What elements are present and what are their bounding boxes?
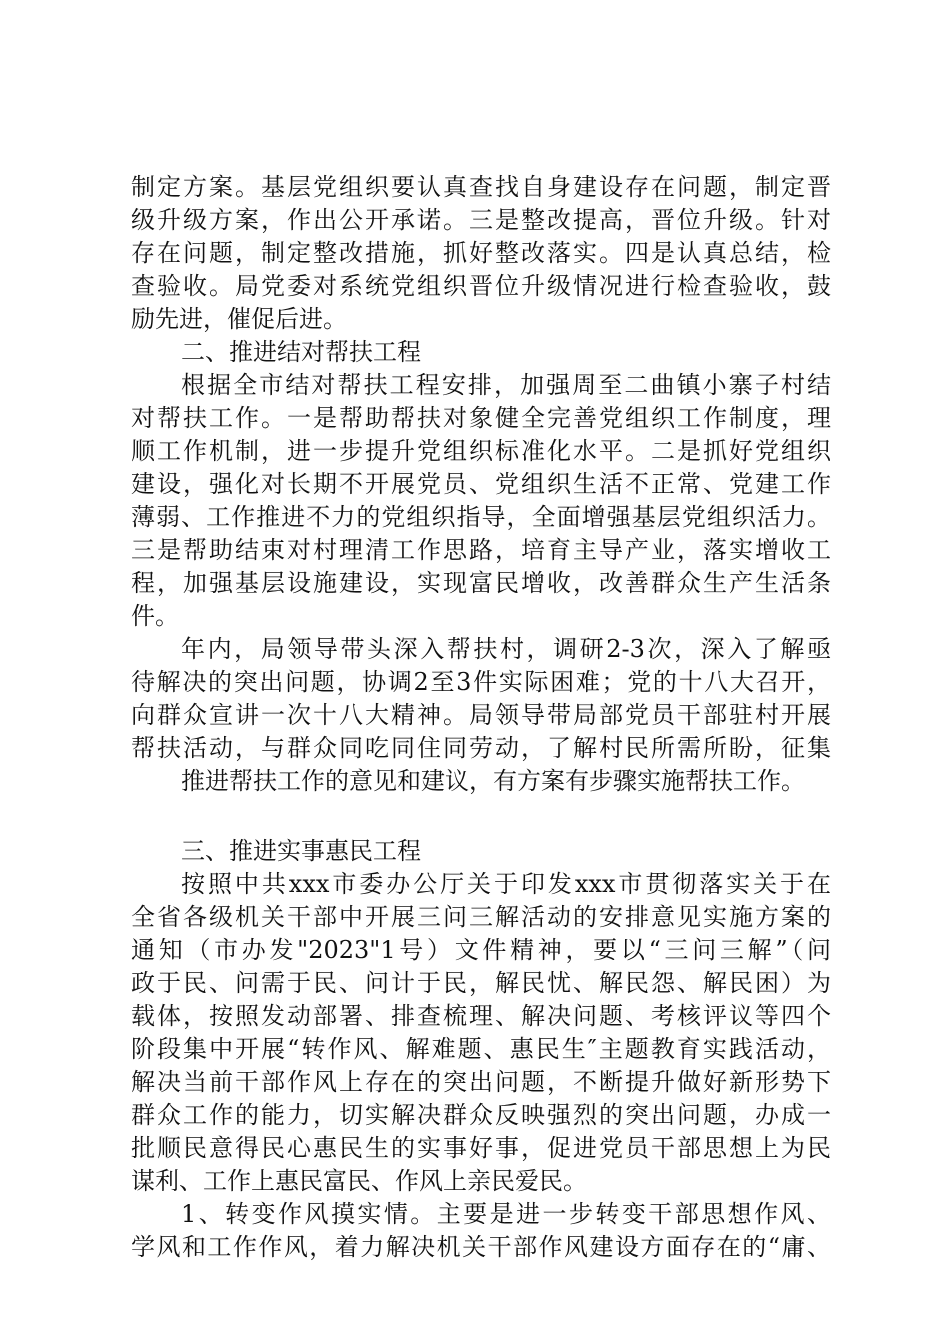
text-line: 顺工作机制，进一步提升党组织标准化水平。二是抓好党组织 — [131, 437, 831, 465]
section-heading-2 — [131, 336, 831, 369]
text-line: 励先进，催促后进。 — [131, 305, 347, 333]
paragraph-p1 — [131, 171, 831, 336]
text-line: 年内，局领导带头深入帮扶村，调研2-3次，深入了解亟 — [181, 635, 831, 663]
text-line: 件。 — [131, 602, 179, 630]
text-line: 查验收。局党委对系统党组织晋位升级情况进行检查验收，鼓 — [131, 272, 831, 300]
text-line: 程，加强基层设施建设，实现富民增收，改善群众生产生活条 — [131, 569, 831, 597]
heading-text: 二、推进结对帮扶工程 — [181, 338, 421, 366]
paragraph-spacer — [131, 798, 831, 835]
text-line: 推进帮扶工作的意见和建议，有方案有步骤实施帮扶工作。 — [181, 767, 805, 795]
paragraph-p4 — [131, 868, 831, 1198]
text-line: 薄弱、工作推进不力的党组织指导，全面增强基层党组织活力。 — [131, 503, 831, 531]
text-line: 群众工作的能力，切实解决群众反映强烈的突出问题，办成一 — [131, 1101, 831, 1129]
text-line: 根据全市结对帮扶工程安排，加强周至二曲镇小寨子村结 — [181, 371, 831, 399]
text-line: 阶段集中开展“转作风、解难题、惠民生″主题教育实践活动， — [131, 1035, 831, 1063]
text-line: 1、转变作风摸实情。主要是进一步转变干部思想作风、 — [181, 1200, 831, 1228]
text-line: 通知（市办发"2023"1号）文件精神，要以“三问三解”（问 — [131, 936, 831, 964]
text-line: 向群众宣讲一次十八大精神。局领导带局部党员干部驻村开展 — [131, 701, 831, 729]
text-line: 学风和工作作风，着力解决机关干部作风建设方面存在的“庸、 — [131, 1233, 831, 1261]
text-line: 待解决的突出问题，协调2至3件实际困难；党的十八大召开， — [131, 668, 831, 696]
text-line: 谋利、工作上惠民富民、作风上亲民爱民。 — [131, 1167, 587, 1195]
document-body — [131, 171, 831, 1264]
paragraph-p5 — [131, 1198, 831, 1264]
text-line: 存在问题，制定整改措施，抓好整改落实。四是认真总结，检 — [131, 239, 831, 267]
text-line: 全省各级机关干部中开展三问三解活动的安排意见实施方案的 — [131, 903, 831, 931]
text-line: 级升级方案，作出公开承诺。三是整改提高，晋位升级。针对 — [131, 206, 831, 234]
text-line: 载体，按照发动部署、排查梳理、解决问题、考核评议等四个 — [131, 1002, 831, 1030]
paragraph-p2 — [131, 369, 831, 633]
section-heading-3 — [131, 835, 831, 868]
text-line: 批顺民意得民心惠民生的实事好事，促进党员干部思想上为民 — [131, 1134, 831, 1162]
text-line: 帮扶活动，与群众同吃同住同劳动，了解村民所需所盼，征集 — [131, 734, 831, 762]
text-line: 解决当前干部作风上存在的突出问题，不断提升做好新形势下 — [131, 1068, 831, 1096]
text-line: 三是帮助结束对村理清工作思路，培育主导产业，落实增收工 — [131, 536, 831, 564]
paragraph-p3 — [131, 633, 831, 798]
heading-text: 三、推进实事惠民工程 — [181, 837, 421, 865]
text-line: 政于民、问需于民、问计于民，解民忧、解民怨、解民困）为 — [131, 969, 831, 997]
text-line: 按照中共xxx市委办公厅关于印发xxx市贯彻落实关于在 — [181, 870, 831, 898]
text-line: 制定方案。基层党组织要认真查找自身建设存在问题，制定晋 — [131, 173, 831, 201]
text-line: 对帮扶工作。一是帮助帮扶对象健全完善党组织工作制度，理 — [131, 404, 831, 432]
text-line: 建设，强化对长期不开展党员、党组织生活不正常、党建工作 — [131, 470, 831, 498]
